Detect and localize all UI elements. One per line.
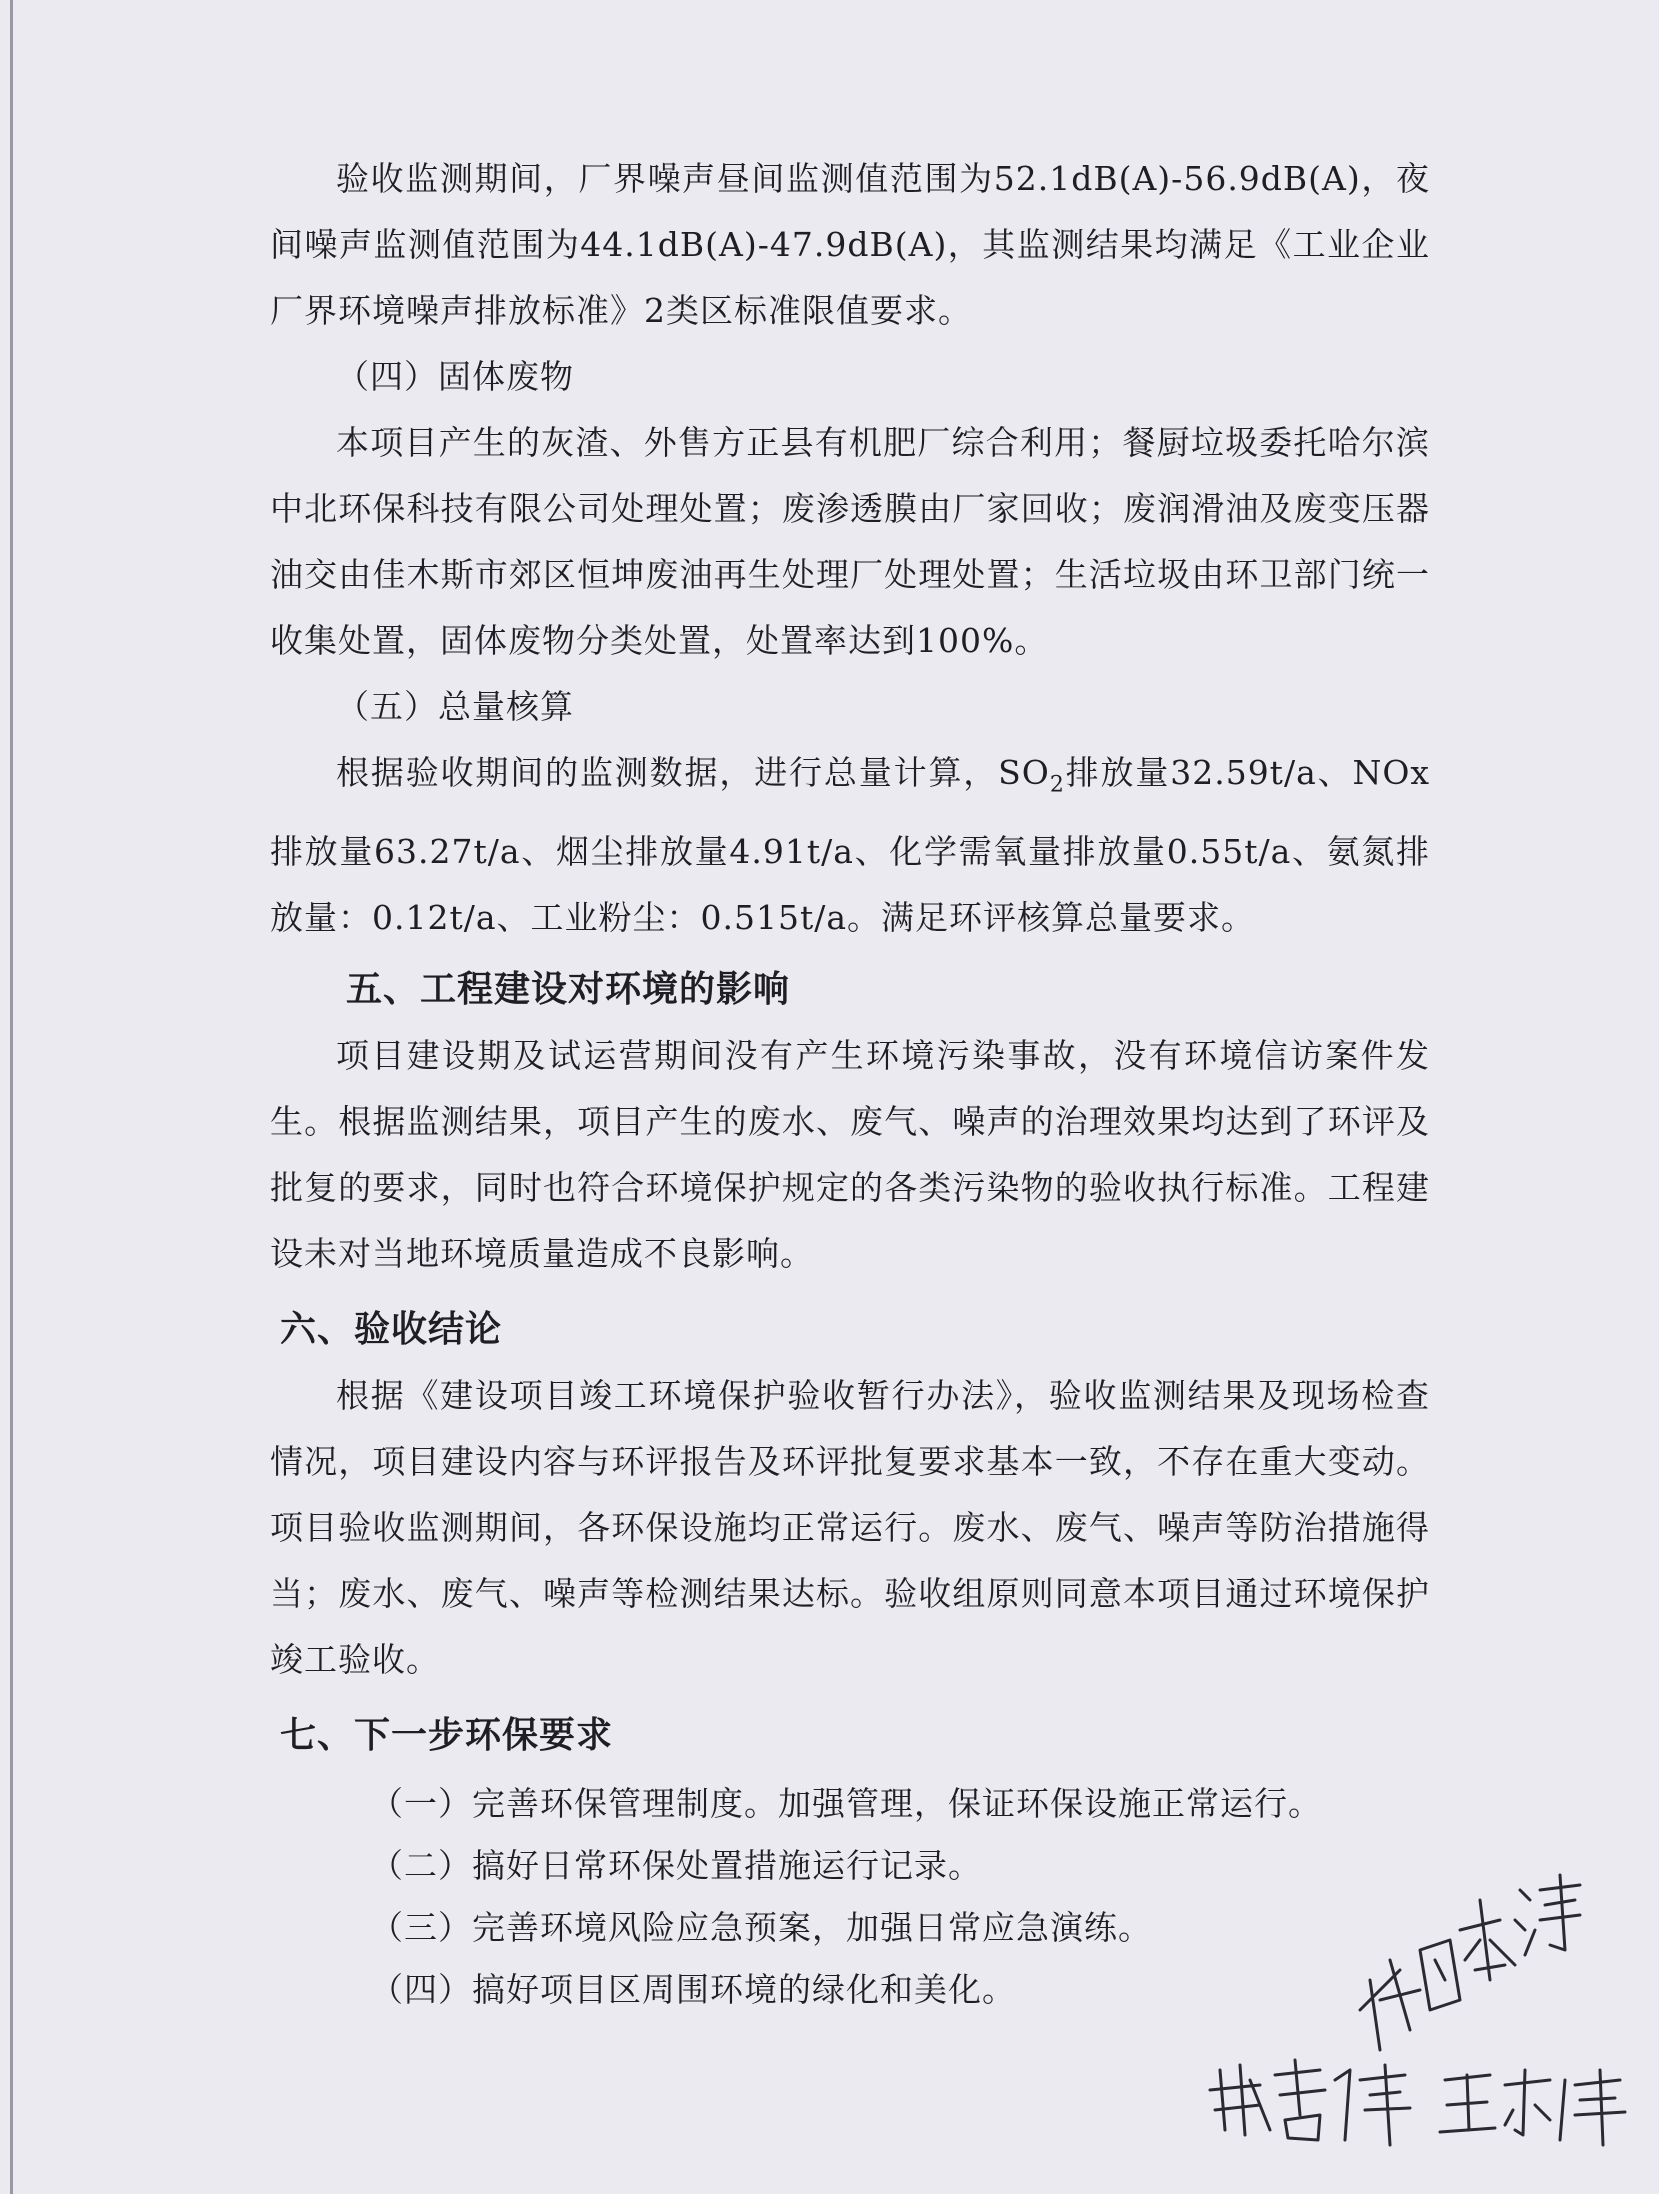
- requirements-list: [270, 1773, 1430, 2021]
- total-paragraph-part1: 根据验收期间的监测数据，进行总量计算，SO: [336, 753, 1050, 792]
- solid-waste-heading: （四）固体废物: [336, 357, 574, 396]
- solid-waste-paragraph: 本项目产生的灰渣、外售方正县有机肥厂综合利用；餐厨垃圾委托哈尔滨中北环保科技有限公司处理处置；废渗透膜由厂家回收；废润滑油及废变压器油交由佳木斯市郊区恒坤废油再生处理厂处理处置；生活垃圾由环卫部门统一收集处置，固体废物分类处置，处置率达到100%。: [270, 423, 1430, 660]
- section-6-heading: 六、验收结论: [280, 1308, 503, 1350]
- total-paragraph-subscript: 2: [1049, 772, 1065, 798]
- section-7-heading: 七、下一步环保要求: [280, 1714, 614, 1756]
- requirement-item: （四）搞好项目区周围环境的绿化和美化。: [370, 1969, 1016, 2009]
- requirement-item: （三）完善环境风险应急预案，加强日常应急演练。: [370, 1907, 1152, 1947]
- requirement-item: （一）完善环保管理制度。加强管理，保证环保设施正常运行。: [370, 1783, 1322, 1823]
- section-6-paragraph: 根据《建设项目竣工环境保护验收暂行办法》，验收监测结果及现场检查情况，项目建设内容与环评报告及环评批复要求基本一致，不存在重大变动。项目验收监测期间，各环保设施均正常运行。废水、废气、噪声等防治措施得当；废水、废气、噪声等检测结果达标。验收组原则同意本项目通过环境保护竣工验收。: [270, 1375, 1430, 1679]
- total-paragraph: [270, 740, 1430, 951]
- signature-wang-dongwei: [1435, 2050, 1635, 2150]
- noise-paragraph: 验收监测期间，厂界噪声昼间监测值范围为52.1dB(A)-56.9dB(A)，夜间噪声监测值范围为44.1dB(A)-47.9dB(A)，其监测结果均满足《工业企业厂界环境噪声排放标准》2类区标准限值要求。: [270, 159, 1430, 330]
- requirement-item: （二）搞好日常环保处置措施运行记录。: [370, 1845, 982, 1885]
- signature-han-zhiwei: [1200, 2040, 1430, 2150]
- document-body: [270, 146, 1430, 2021]
- signature-hu-bentao: [1340, 1860, 1600, 2060]
- total-paragraph-part2: 排放量32.59t/a、NOx排放量63.27t/a、烟尘排放量4.91t/a、化学需氧量排放量0.55t/a、氨氮排放量：0.12t/a、工业粉尘：0.515t/a。满足环评核算总量要求。: [270, 753, 1430, 937]
- scan-edge: [10, 0, 13, 2194]
- section-5-heading: 五、工程建设对环境的影响: [346, 968, 791, 1010]
- total-heading: （五）总量核算: [336, 687, 574, 726]
- section-5-paragraph: 项目建设期及试运营期间没有产生环境污染事故，没有环境信访案件发生。根据监测结果，项目产生的废水、废气、噪声的治理效果均达到了环评及批复的要求，同时也符合环境保护规定的各类污染物的验收执行标准。工程建设未对当地环境质量造成不良影响。: [270, 1035, 1430, 1273]
